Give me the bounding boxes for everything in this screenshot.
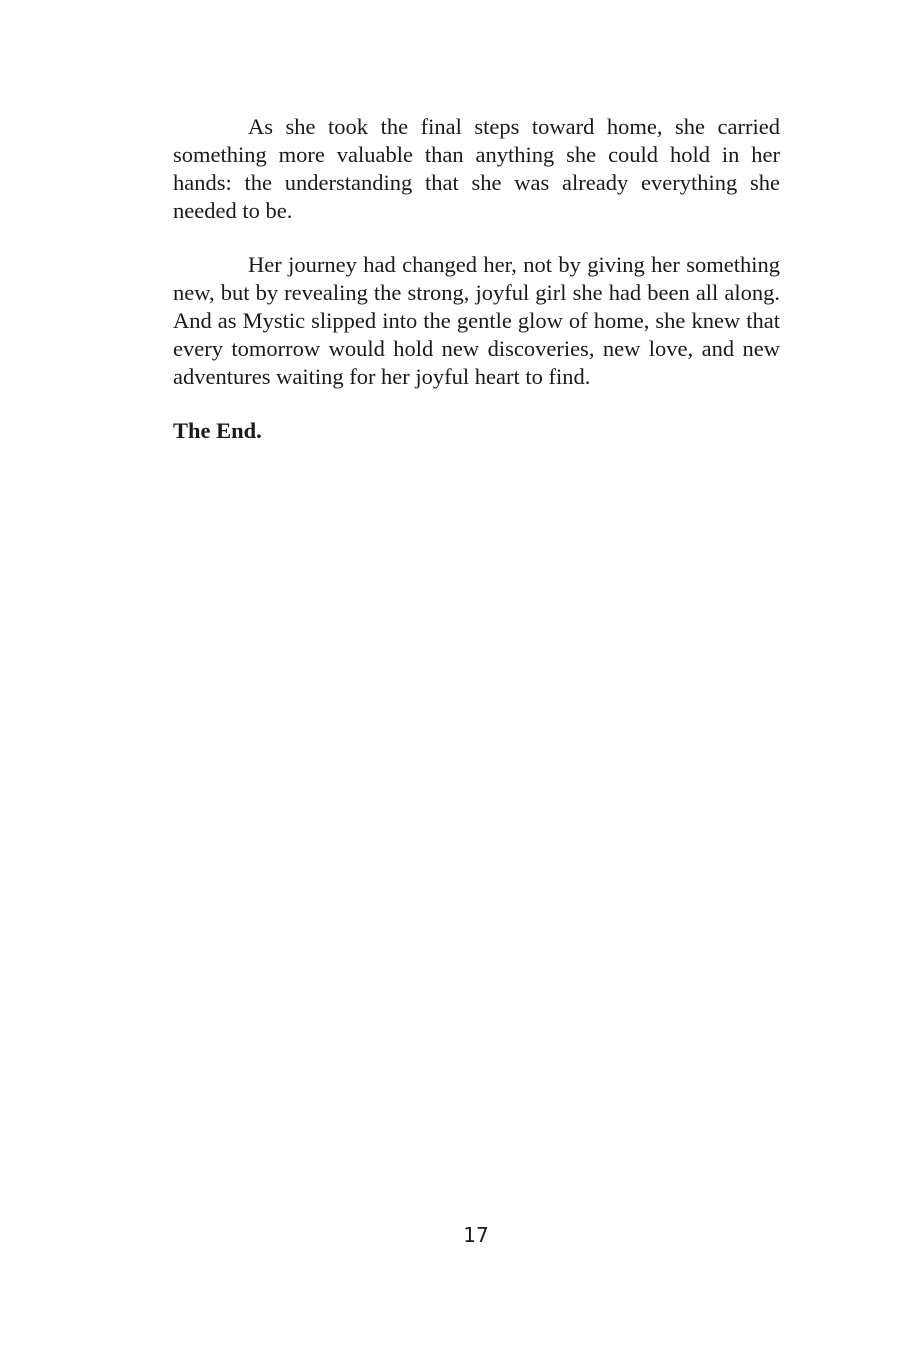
the-end-heading: The End. [173, 418, 262, 443]
story-text [173, 113, 780, 445]
page-number: 17 [463, 1223, 489, 1247]
paragraph-journey: Her journey had changed her, not by giving her something new, but by revealing the strong, joyful girl she had been all along. And as Mystic slipped into the gentle glow of home, she knew that every tomorrow would hold new discoveries, new love, and new adventures waiting for her joyful heart to find. [173, 252, 780, 389]
paragraph-final-steps: As she took the final steps toward home, she carried something more valuable than anything she could hold in her hands: the understanding that she was already everything she needed to be. [173, 114, 780, 223]
